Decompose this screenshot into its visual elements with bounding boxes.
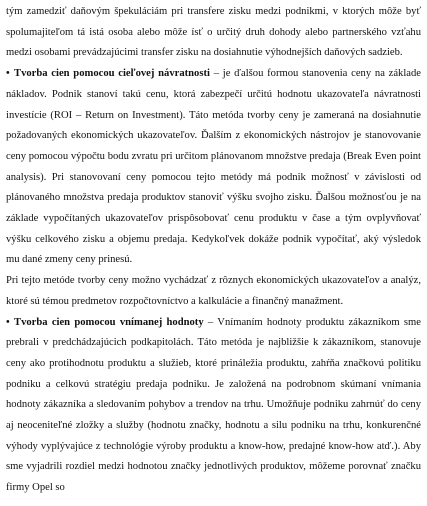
bullet-target-return-pricing [6, 64, 421, 271]
bullet-perceived-value-pricing [6, 313, 421, 499]
paragraph-transfer-pricing-end: tým zamedziť daňovým špekuláciám pri transfere zisku medzi podnikmi, v ktorých môže byť spolumajiteľom tá istá osoba alebo môže ísť o určitý druh dohody alebo partnerského vzťahu medzi osobami prevádzajúcimi transfer zisku na dosiahnutie výhodnejších daňových sadzieb. [6, 6, 421, 59]
bold-term-perceived-value: Tvorba cien pomocou vnímanej hodnoty [14, 316, 204, 328]
bold-term-target-return: Tvorba cien pomocou cieľovej návratnosti [14, 68, 210, 80]
bullet-body-perceived-value: – Vnímaním hodnoty produktu zákazníkom sme prebrali v predchádzajúcich podkapitolách. Táto metóda je najbližšie k zákazníkom, stanovuje ceny ako protihodnotu produktu a služieb, ktoré prináležia produktu, zahŕňa značkovú politiku podniku a celkovú stratégiu predaja podniku. Je založená na podrobnom skúmaní vnímania hodnoty zákazníka a sledovaním pohybov a trendov na trhu. Umožňuje podniku zahrnúť do ceny aj neoceniteľné zložky a služby (hodnotu značky, hodnotu a silu podniku na trhu, konkurenčné výhody vyplývajúce z technológie výroby produktu a know-how, predajné know-how atď.). Aby sme vyjadrili rozdiel medzi hodnotou značky jednotlivých produktov, môžeme porovnať značku firmy Opel so [6, 316, 421, 494]
paragraph-economic-indicators: Pri tejto metóde tvorby ceny možno vychádzať z rôznych ekonomických ukazovateľov a analýz, ktoré sú témou predmetov rozpočtovníctvo a kalkulácie a finančný manažment. [6, 275, 421, 307]
bullet-body-target-return: – je ďalšou formou stanovenia ceny na základe nákladov. Podnik stanoví takú cenu, ktorá zabezpečí určitú hodnotu ukazovateľa návratnosti investície (ROI – Return on Investment). Táto metóda tvorby ceny je zameraná na dosiahnutie požadovaných ekonomických ukazovateľov. Ďalším z ekonomických nástrojov je stanovovanie ceny pomocou výpočtu bodu zvratu pri určitom plánovanom množstve predaja (Break Even point analysis). Pri stanovovaní ceny pomocou tejto metódy má podnik možnosť v závislosti od plánovaného množstva predaja produktov stanoviť výšku svojho zisku. Ďalšou možnosťou je na základe vypočítaných ukazovateľov prispôsobovať cenu produktu v čase a tým ovplyvňovať výšku celkového zisku a objemu predaja. Kedykoľvek dokáže podnik vypočítať, aký výsledok mu dané zmeny ceny prinesú. [6, 68, 421, 266]
bullet-marker: • [6, 68, 10, 80]
bullet-marker: • [6, 316, 10, 328]
